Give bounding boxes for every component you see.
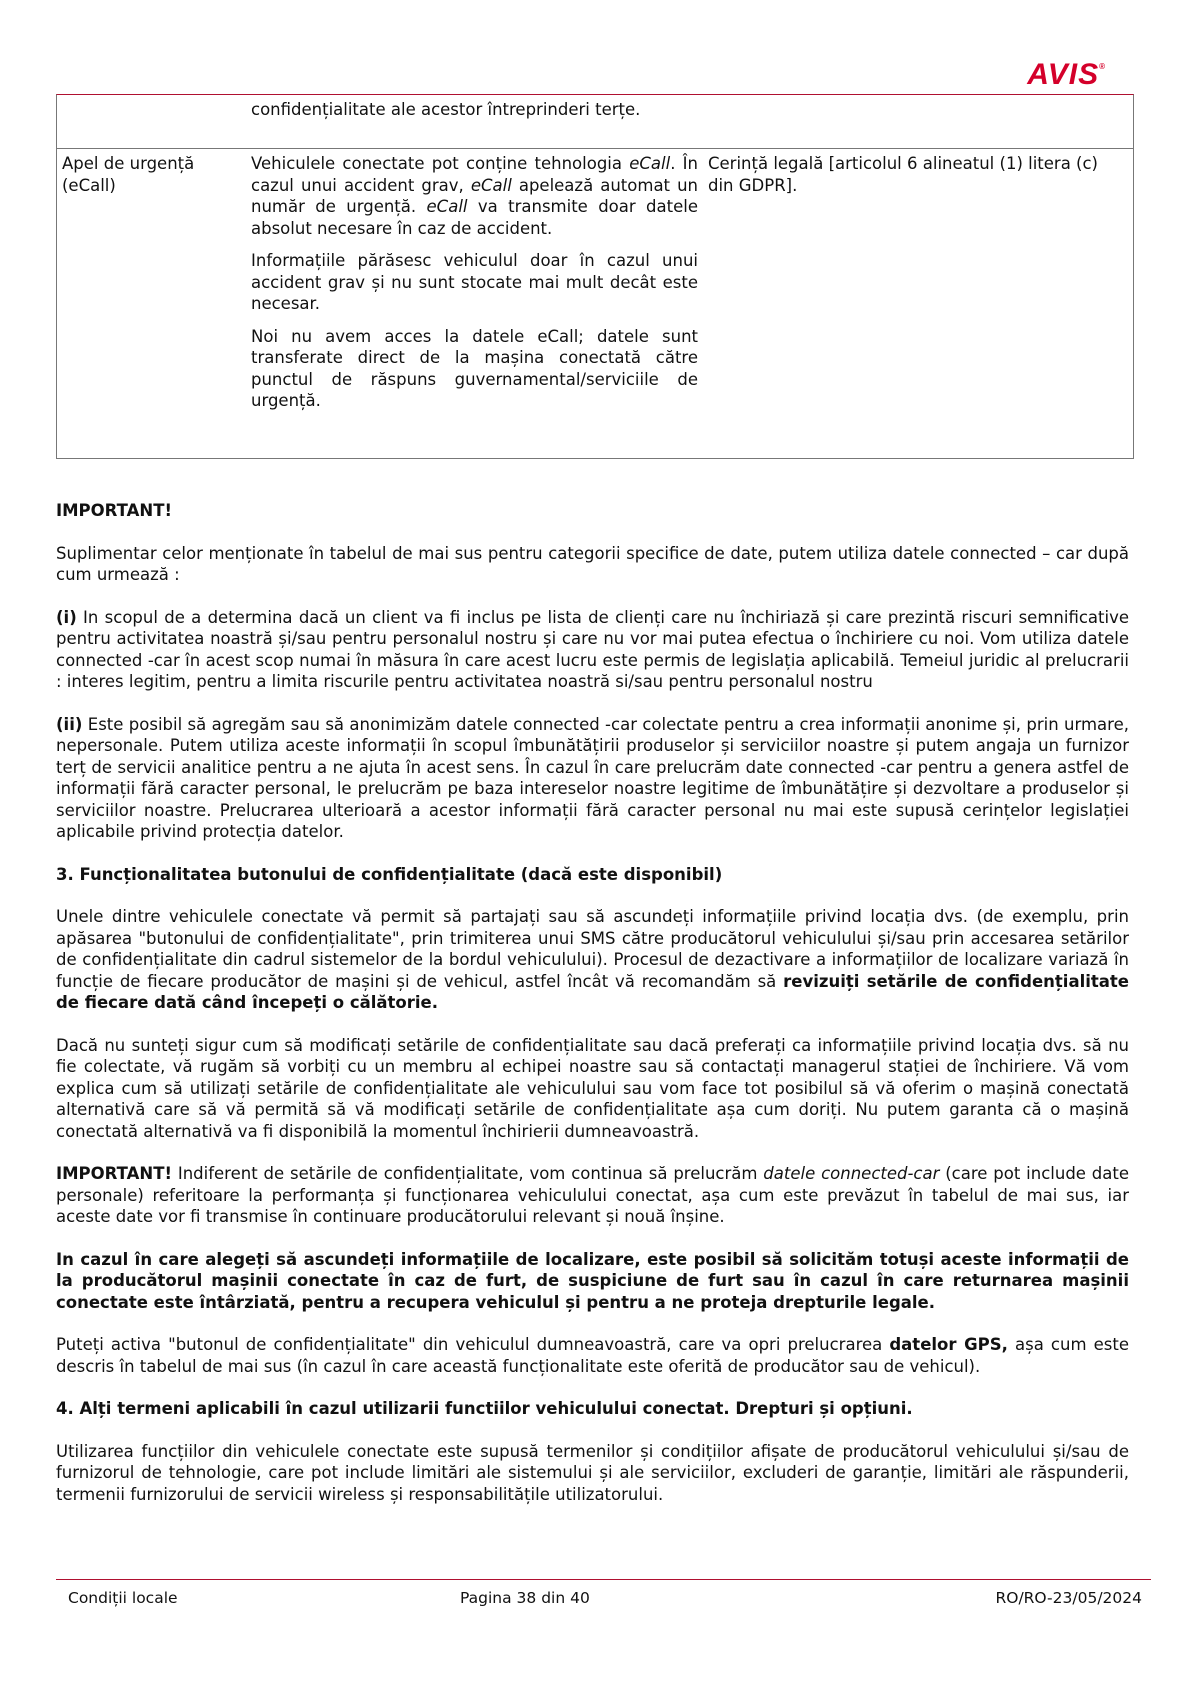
paragraph: Unele dintre vehiculele conectate vă permit să partajați sau să ascundeți informațiile privind locația dvs. (de exemplu, prin apăsarea "butonului de confidențialitate", prin trimiterea unui SMS către producătorul vehiculului și/sau prin accesarea setărilor de confidențialitate din cadrul sistemelor de la bordul vehiculului). Procesul de dezactivare a informațiilor de localizare variază în funcție de fiecare producător de mașini și de vehicul, astfel încât vă recomandăm să revizuiți setările de confidențialitate de fiecare dată când începeți o călătorie.: [56, 907, 1129, 1012]
paragraph: Utilizarea funcțiilor din vehiculele conectate este supusă termenilor și condițiilor afișate de producătorul vehiculului și/sau de furnizorul de tehnologie, care pot include limitări ale sistemului și ale serviciilor, excluderi de garanție, limitări ale răspunderii, termenii furnizorului de servicii wireless și responsabilitățile utilizatorului.: [56, 1441, 1129, 1504]
important-heading: IMPORTANT!: [56, 501, 172, 520]
table-cell-description: [251, 153, 698, 423]
document-code: RO/RO-23/05/2024: [995, 1589, 1142, 1607]
description-paragraph: Informațiile părăsesc vehiculul doar în cazul unui accident grav și nu sunt stocate mai mult decât este necesar.: [251, 251, 698, 313]
paragraph: Suplimentar celor menționate în tabelul de mai sus pentru categorii specifice de date, putem utiliza datele connected – car după cum urmează :: [56, 543, 1129, 584]
paragraph: (ii) Este posibil să agregăm sau să anonimizăm datele connected -car colectate pentru a crea informații anonime și, prin urmare, nepersonale. Putem utiliza aceste informații în scopul îmbunătățirii produselor și serviciilor noastre și putem angaja un furnizor terț de servicii analitice pentru a ne ajuta în acest sens. În cazul în care prelucrăm date connected -car pentru a genera astfel de informații fără caracter personal, le prelucrăm pe baza intereselor noastre legitime de îmbunătățire și dezvoltare a produselor și serviciilor noastre. Prelucrarea ulterioară a acestor informații fără caracter personal nu mai este supusă cerințelor legislației aplicabile privind protecția datelor.: [56, 714, 1129, 841]
table-cell-legal-basis: Cerință legală [articolul 6 alineatul (1) litera (c) din GDPR].: [708, 154, 1098, 195]
paragraph: In cazul în care alegeți să ascundeți informațiile de localizare, este posibil să solicităm totuși aceste informații de la producătorul mașinii conectate în caz de furt, de suspiciune de furt sau în cazul în care returnarea mașinii conectate este întârziată, pentru a recupera vehiculul și pentru a ne proteja drepturile legale.: [56, 1249, 1129, 1312]
page-number: Pagina 38 din 40: [460, 1589, 590, 1607]
avis-logo: AVIS®: [1027, 58, 1106, 91]
table-row: [57, 95, 1133, 149]
footer-left: Condiții locale: [68, 1589, 178, 1607]
section-heading: 3. Funcționalitatea butonului de confidențialitate (dacă este disponibil): [56, 864, 723, 884]
document-body: [56, 500, 1129, 1526]
table-cell: confidențialitate ale acestor întreprinderi terțe.: [251, 100, 641, 119]
paragraph: Puteți activa "butonul de confidențialitate" din vehiculul dumneavoastră, care va opri prelucrarea datelor GPS, așa cum este descris în tabelul de mai sus (în cazul în care această funcționalitate este oferită de producător sau de vehicul).: [56, 1335, 1129, 1376]
description-paragraph: Noi nu avem acces la datele eCall; datele sunt transferate direct de la mașina conectată către punctul de răspuns guvernamental/serviciile de urgență.: [251, 326, 698, 410]
table-cell-category: Apel de urgență (eCall): [62, 154, 195, 195]
paragraph: Dacă nu sunteți sigur cum să modificați setările de confidențialitate sau dacă preferați ca informațiile privind locația dvs. să nu fie colectate, vă rugăm să vorbiți cu un membru al echipei noastre sau să contactați managerul stației de închiriere. Vă vom explica cum să utilizați setările de confidențialitate ale vehiculului sau vom face tot posibilul să vă oferim o mașină conectată alternativă care să vă permită să vă modificați setările de confidențialitate așa cum doriți. Nu putem garanta că o mașină conectată alternativă va fi disponibilă la momentul închirierii dumneavoastră.: [56, 1035, 1129, 1141]
data-table: [56, 94, 1134, 459]
section-heading: 4. Alți termeni aplicabili în cazul utilizarii functiilor vehiculului conectat. Drepturi și opțiuni.: [56, 1399, 913, 1418]
paragraph: (i) In scopul de a determina dacă un client va fi inclus pe lista de clienți care nu închiriază și care prezintă riscuri semnificative pentru activitatea noastră și/sau pentru personalul nostru și care nu vor mai putea efectua o închiriere cu noi. Vom utiliza datele connected -car în acest scop numai în măsura în care acest lucru este permis de legislația aplicabilă. Temeiul juridic al prelucrarii : interes legitim, pentru a limita riscurile pentru activitatea noastră si/sau pentru personalul nostru: [56, 607, 1129, 691]
description-paragraph: Vehiculele conectate pot conține tehnologia eCall. În cazul unui accident grav, eCall apelează automat un număr de urgență. eCall va transmite doar datele absolut necesare în caz de accident.: [251, 154, 698, 238]
paragraph: IMPORTANT! Indiferent de setările de confidențialitate, vom continua să prelucrăm datele connected-car (care pot include date personale) referitoare la performanța și funcționarea vehiculului conectat, așa cum este prevăzut în tabelul de mai sus, iar aceste date vor fi transmise în continuare producătorului relevant și nouă înșine.: [56, 1164, 1129, 1226]
footer-divider: [56, 1579, 1151, 1580]
